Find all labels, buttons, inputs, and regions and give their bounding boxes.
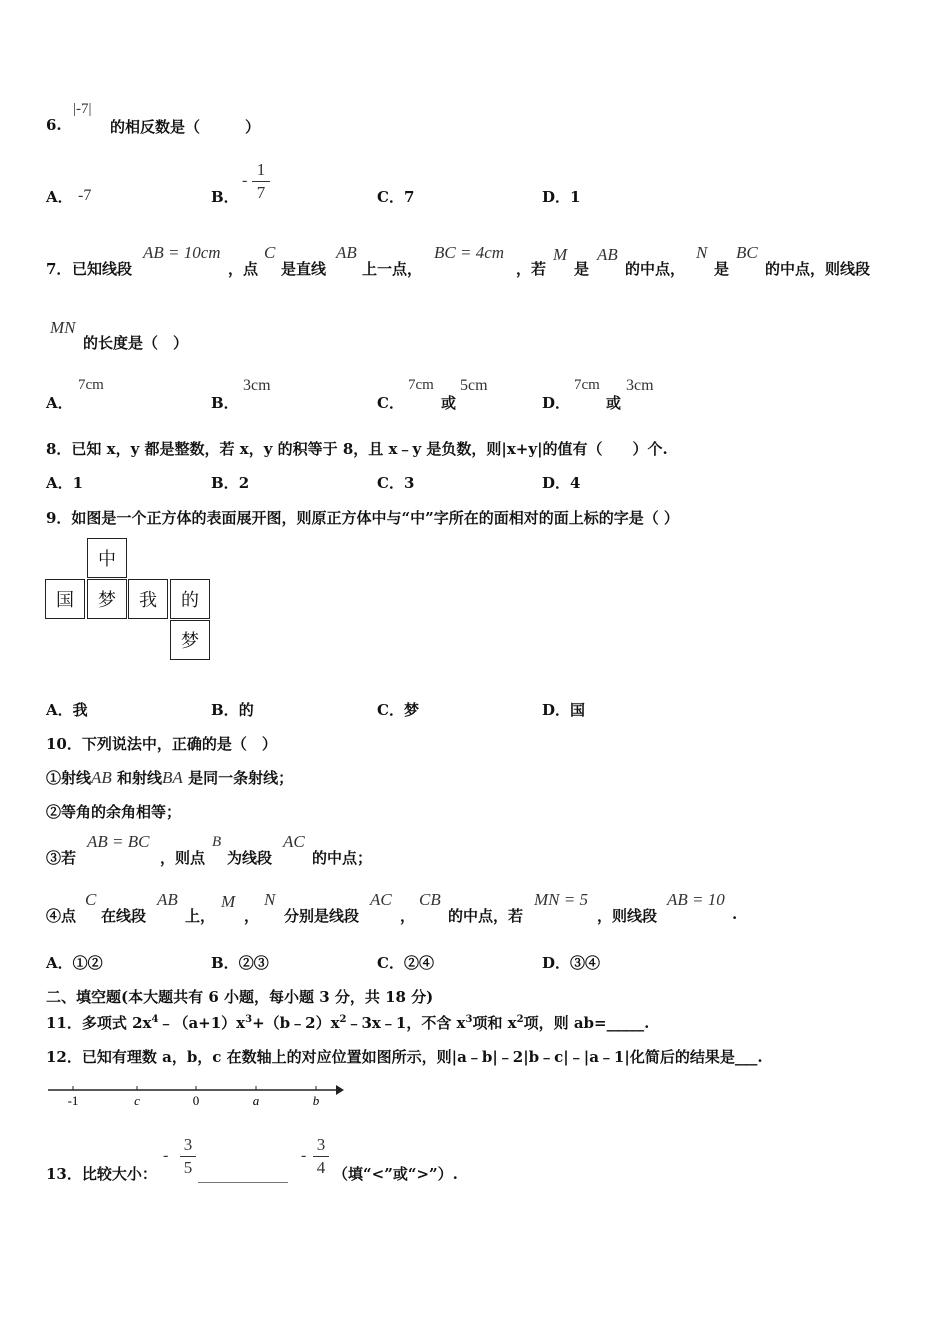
q6-abs-expression: |-7|	[73, 101, 92, 117]
net-cell-row-3: 我	[128, 579, 168, 619]
q8-option-b[interactable]	[211, 472, 249, 493]
q7-math-ab: AB	[336, 243, 357, 262]
q10-option-b[interactable]	[211, 952, 269, 973]
option-letter: C．	[377, 954, 404, 972]
q7-math-bc: BC	[736, 243, 758, 262]
fraction-numerator: 3	[183, 1135, 193, 1154]
text: ﹣3x﹣1，不含 x	[346, 1014, 466, 1032]
option-letter: C．	[377, 474, 404, 492]
text: 项，则 ab=_____.	[523, 1014, 650, 1032]
q7-option-c-value-2: 5cm	[460, 377, 488, 394]
q10-s4-text-c2: ，	[244, 907, 260, 925]
q7-math-bc-4cm: BC = 4cm	[434, 243, 505, 262]
q8-option-a[interactable]	[46, 472, 83, 493]
q7-math-mn: MN	[50, 318, 76, 337]
q10-s4-text-e: ，	[400, 907, 416, 925]
q10-option-c[interactable]	[377, 952, 434, 973]
option-value: 我	[72, 701, 88, 719]
q10-s4-text-f: 的中点，若	[448, 907, 524, 925]
option-letter: A．	[46, 474, 73, 492]
q7-option-c-or: 或	[441, 394, 457, 412]
q10-s4-math-ab-10: AB = 10	[667, 890, 725, 909]
fraction-numerator: 1	[256, 160, 266, 179]
q7-text-1: 已知线段	[72, 260, 133, 278]
exponent: 4	[151, 1014, 159, 1025]
option-value: 1	[72, 474, 84, 492]
q13-fraction-2	[313, 1135, 329, 1178]
text: +（b﹣2）x	[252, 1014, 340, 1032]
option-value: ③④	[570, 954, 601, 972]
q10-s3-text-d: 的中点；	[312, 849, 373, 867]
q10-s4-math-ac: AC	[370, 890, 392, 909]
text: ①射线	[46, 769, 92, 787]
q7-option-d-value-2: 3cm	[626, 377, 654, 394]
option-value: ②④	[403, 954, 434, 972]
q8-option-c[interactable]	[377, 472, 414, 493]
option-value: ①②	[72, 954, 103, 972]
net-cell-row-4: 的	[170, 579, 210, 619]
q10-s4-text-b: 在线段	[101, 907, 147, 925]
option-value: 2	[238, 474, 250, 492]
q7-math-ab-10cm: AB = 10cm	[143, 243, 221, 262]
text: 和射线	[117, 769, 163, 787]
q10-s4-text-d: 分别是线段	[284, 907, 360, 925]
exponent: 2	[339, 1014, 347, 1025]
q7-text-2: ，点	[228, 260, 259, 278]
number-line	[46, 1080, 346, 1110]
q10-s4-math-mn-5: MN = 5	[534, 890, 588, 909]
q7-option-a-value: 7cm	[78, 377, 104, 393]
q10-s4-text-g: ，则线段	[597, 907, 658, 925]
q6-option-d[interactable]	[542, 186, 580, 207]
q8-stem: 8．已知 x，y 都是整数，若 x，y 的积等于 8，且 x﹣y 是负数，则|x+y|的值有（ ）个.	[46, 440, 668, 458]
exponent: 3	[465, 1014, 473, 1025]
q7-math-m: M	[553, 245, 568, 264]
q7-math-n: N	[696, 243, 708, 262]
q7-option-d-or: 或	[606, 394, 622, 412]
q10-s4-math-n: N	[264, 890, 276, 909]
text: 项和 x	[472, 1014, 517, 1032]
q7-text-9: 的中点，则线段	[765, 260, 871, 278]
q10-s3-text-c: 为线段	[227, 849, 273, 867]
q7-text-6: 是	[574, 260, 590, 278]
fraction-numerator: 3	[316, 1135, 326, 1154]
option-value: 国	[570, 701, 586, 719]
q10-s3-text-a: ③若	[46, 849, 77, 867]
q10-option-d[interactable]	[542, 952, 600, 973]
q10-statement-1	[46, 767, 293, 788]
option-letter: D．	[542, 701, 571, 719]
q10-stem: 10．下列说法中，正确的是（ ）	[46, 735, 277, 753]
label-b: b	[312, 1093, 320, 1108]
q7-text-8: 是	[714, 260, 730, 278]
net-cell-top: 中	[87, 538, 127, 578]
label-c: c	[134, 1093, 140, 1108]
q13-label: 13．比较大小：	[46, 1165, 157, 1183]
option-value: 7	[403, 188, 415, 206]
q10-s4-math-c: C	[85, 890, 97, 909]
option-letter: A．	[46, 701, 73, 719]
q9-stem: 9．如图是一个正方体的表面展开图，则原正方体中与“中”字所在的面相对的面上标的字是（ ）	[46, 509, 679, 527]
option-value: 的	[238, 701, 254, 719]
q10-s3-math-ac: AC	[283, 832, 305, 851]
fraction-bar	[180, 1156, 196, 1157]
label-neg1: -1	[67, 1093, 79, 1108]
q6-stem: 的相反数是（ ）	[110, 118, 261, 136]
q9-option-c[interactable]	[377, 699, 419, 720]
fraction-denominator: 4	[316, 1158, 326, 1177]
q13-fraction-1	[180, 1135, 196, 1178]
q6-option-b-letter[interactable]: B．	[211, 188, 239, 206]
q10-s3-math-b: B	[212, 834, 222, 850]
q7-math-ab-2: AB	[597, 245, 618, 264]
fraction-bar	[252, 181, 270, 182]
text: 是同一条射线；	[188, 769, 294, 787]
q10-s4-text-c: 上，	[185, 907, 216, 925]
q6-option-c[interactable]	[377, 186, 414, 207]
q10-s4-math-cb: CB	[419, 890, 441, 909]
q6-option-a-value: -7	[78, 187, 92, 204]
section-2-heading: 二、填空题(本大题共有 6 小题，每小题 3 分，共 18 分)	[46, 988, 434, 1006]
q10-s4-math-ab: AB	[157, 890, 178, 909]
q10-statement-2: ②等角的余角相等；	[46, 803, 182, 821]
option-letter: B．	[211, 474, 239, 492]
q7-option-d-letter[interactable]: D．	[542, 394, 571, 412]
q10-s4-text-a: ④点	[46, 907, 77, 925]
q7-math-c: C	[264, 243, 276, 262]
q7-option-c-value-1: 7cm	[408, 377, 434, 393]
text: ﹣（a+1）x	[158, 1014, 246, 1032]
fraction-denominator: 5	[183, 1158, 193, 1177]
q7-option-d-value-1: 7cm	[574, 377, 600, 393]
q7-text-5: ，若	[516, 260, 547, 278]
net-cell-row-2: 梦	[87, 579, 127, 619]
option-value: 3	[403, 474, 415, 492]
number-line-arrow-icon	[336, 1085, 344, 1095]
q9-option-a[interactable]	[46, 699, 88, 720]
q9-option-b[interactable]	[211, 699, 254, 720]
q7-option-c-letter[interactable]: C．	[377, 394, 404, 412]
q7-option-a-letter[interactable]: A．	[46, 394, 73, 412]
option-letter: A．	[46, 954, 73, 972]
q10-s4-math-m: M	[221, 892, 236, 911]
q13-tail: （填“<”或“>”）.	[333, 1165, 458, 1183]
q7-text-10: 的长度是（ ）	[83, 334, 189, 352]
option-value: 4	[570, 474, 581, 492]
option-letter: B．	[211, 701, 239, 719]
option-value: 梦	[403, 701, 419, 719]
math-ab: AB	[91, 768, 112, 787]
q13-answer-blank[interactable]: ____________	[198, 1165, 288, 1183]
option-letter: D．	[542, 954, 571, 972]
option-letter: D．	[542, 474, 571, 492]
label-0: 0	[192, 1093, 200, 1108]
fraction-bar	[313, 1156, 329, 1157]
q10-s4-text-h: .	[732, 905, 738, 923]
q10-option-a[interactable]	[46, 952, 103, 973]
label-a: a	[252, 1093, 260, 1108]
q8-option-d[interactable]	[542, 472, 580, 493]
net-cell-bottom: 梦	[170, 620, 210, 660]
q6-number: 6.	[46, 116, 62, 134]
q13-fraction-1-sign: -	[163, 1147, 169, 1164]
q7-text-3: 是直线	[281, 260, 327, 278]
exponent: 3	[245, 1014, 253, 1025]
q7-number: 7．	[46, 260, 72, 278]
q7-option-b-value: 3cm	[243, 377, 271, 394]
option-letter: B．	[211, 954, 239, 972]
q11-stem	[46, 1012, 649, 1033]
net-cell-row-1: 国	[45, 579, 85, 619]
q7-option-b-letter[interactable]: B．	[211, 394, 239, 412]
q6-option-b-fraction	[252, 160, 270, 203]
option-letter: C．	[377, 701, 404, 719]
q10-s3-math-ab-bc: AB = BC	[87, 832, 150, 851]
q6-option-b-sign: -	[242, 172, 248, 189]
option-letter: C．	[377, 188, 404, 206]
q12-stem: 12．已知有理数 a，b，c 在数轴上的对应位置如图所示，则|a﹣b|﹣2|b﹣c|﹣|a﹣1|化简后的结果是___.	[46, 1048, 763, 1066]
fraction-denominator: 7	[256, 183, 266, 202]
q10-s3-text-b: ，则点	[160, 849, 206, 867]
math-ba: BA	[162, 768, 183, 787]
q9-option-d[interactable]	[542, 699, 585, 720]
option-value: 1	[570, 188, 581, 206]
q7-text-7: 的中点，	[625, 260, 686, 278]
q13-fraction-2-sign: -	[301, 1147, 307, 1164]
option-letter: D．	[542, 188, 571, 206]
exponent: 2	[516, 1014, 524, 1025]
q6-option-a-letter[interactable]: A．	[46, 188, 73, 206]
q7-text-4: 上一点，	[362, 260, 423, 278]
text: 11．多项式 2x	[46, 1014, 152, 1032]
option-value: ②③	[238, 954, 269, 972]
